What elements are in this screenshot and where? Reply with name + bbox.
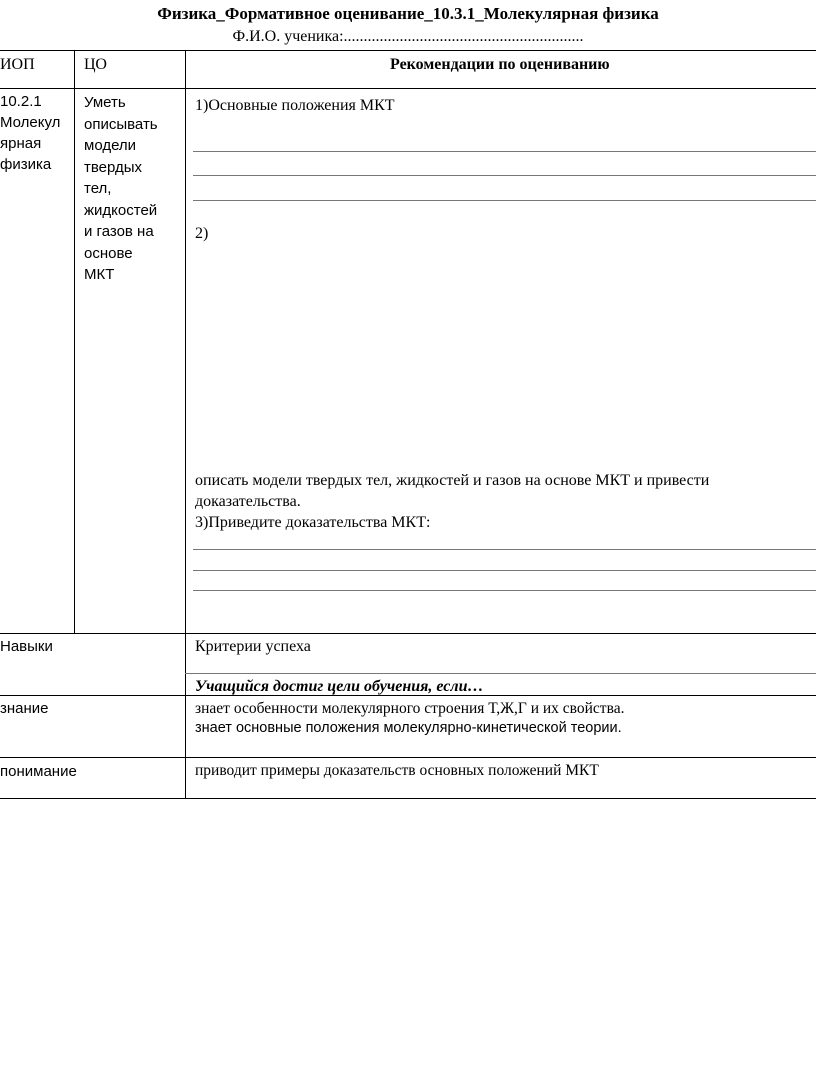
iop-line: 10.2.1 <box>0 93 42 110</box>
col-divider-co-rec <box>185 50 186 798</box>
knowledge-criterion-2: знает основные положения молекулярно-кинетической теории. <box>195 720 622 736</box>
header-co: ЦО <box>84 56 107 73</box>
header-row-border <box>0 88 816 89</box>
answer-line <box>193 151 816 152</box>
co-line: жидкостей <box>84 201 158 219</box>
document-title: Физика_Формативное оценивание_10.3.1_Молекулярная физика <box>157 4 659 23</box>
answer-line <box>193 175 816 176</box>
answer-line <box>193 200 816 201</box>
header-recommendations: Рекомендации по оцениванию <box>390 56 610 73</box>
co-line: Уметь <box>84 94 126 111</box>
knowledge-label: знание <box>0 700 49 717</box>
question-1: 1)Основные положения МКТ <box>195 97 395 114</box>
iop-cell <box>0 91 60 175</box>
co-line: и газов на <box>84 223 154 240</box>
answer-line <box>193 570 816 571</box>
understanding-label: понимание <box>0 763 77 780</box>
answer-line <box>193 590 816 591</box>
row1-bottom-border <box>0 633 816 634</box>
co-line: модели <box>84 137 137 154</box>
criteria-subheader: Учащийся достиг цели обучения, если… <box>195 678 484 695</box>
table-bottom-border <box>0 798 816 799</box>
criteria-header: Критерии успеха <box>195 638 311 655</box>
student-name-line: Ф.И.О. ученика:............................................................ <box>232 28 584 45</box>
header-iop: ИОП <box>0 56 35 73</box>
iop-line: ярная <box>0 135 42 152</box>
co-cell <box>84 92 158 286</box>
task-text-line2: доказательства. <box>195 493 301 510</box>
answer-line <box>193 549 816 550</box>
criteria-divider <box>185 673 816 674</box>
co-line: твердых <box>84 158 143 176</box>
co-line: основе <box>84 244 133 262</box>
col-divider-iop-co <box>74 50 75 633</box>
co-line: тел, <box>84 180 112 197</box>
co-line: описывать <box>84 115 158 133</box>
iop-line: физика <box>0 156 52 173</box>
understanding-criterion-1: приводит примеры доказательств основных положений МКТ <box>195 762 599 779</box>
knowledge-bottom-border <box>0 757 816 758</box>
question-3: 3)Приведите доказательства МКТ: <box>195 514 431 531</box>
knowledge-criterion-1: знает особенности молекулярного строения Т,Ж,Г и их свойства. <box>195 700 625 717</box>
table-top-border <box>0 50 816 51</box>
iop-line: Молекул <box>0 114 61 131</box>
skills-header: Навыки <box>0 638 53 655</box>
co-line: МКТ <box>84 266 115 283</box>
task-text-line1: описать модели твердых тел, жидкостей и газов на основе МКТ и привести <box>195 472 710 489</box>
question-2: 2) <box>195 225 209 242</box>
